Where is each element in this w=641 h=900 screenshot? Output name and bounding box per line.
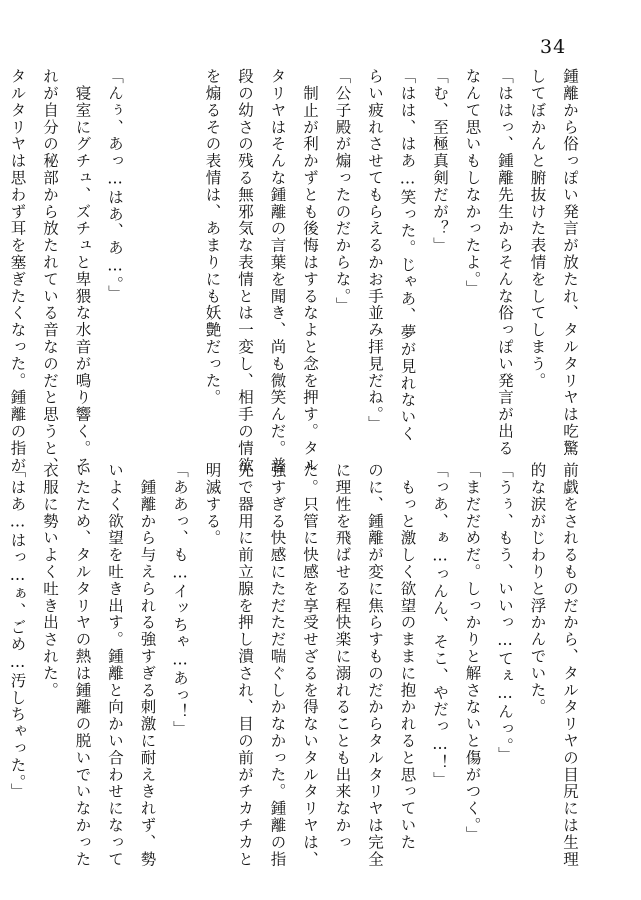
page-number: 34 xyxy=(540,36,567,58)
blank-line xyxy=(131,68,164,438)
text-line: 「公子殿が煽ったのだからな。」 xyxy=(333,68,352,314)
text-line: 「ああっ、も…イッちゃ…あっ！」 xyxy=(171,462,189,738)
text-line: れが自分の秘部から放たれている音なのだと思うと、 xyxy=(41,68,59,474)
text-line: 鍾離から俗っぽい発言が放たれ、タルタリヤは吃驚 xyxy=(561,68,579,457)
blank-line xyxy=(164,68,197,438)
text-line: に理性を飛ばせる程快楽に溺れることも出来なかっ xyxy=(333,462,352,851)
text-line: 的な涙がじわりと浮かんでいた。 xyxy=(528,462,547,716)
text-line: 「っあ、ぁ…っんん、そこ、やだっ…！」 xyxy=(431,462,449,789)
text-line: タルタリヤは思わず耳を塞ぎたくなった。鍾離の指が xyxy=(8,68,27,474)
text-line: 強すぎる快感にただただ喘ぐしかなかった。鍾離の指 xyxy=(268,462,287,868)
text-line xyxy=(0,68,1,438)
text-line: らい疲れさせてもらえるかお手並み拝見だね。」 xyxy=(366,68,384,433)
text-line: いよく欲望を吐き出す。鍾離と向かい合わせになって xyxy=(106,462,124,868)
text-line: 制止が利かずとも後悔はするなよと念を押す。タル xyxy=(301,68,319,474)
text-line: 衣服に勢いよく吐き出された。 xyxy=(41,462,59,699)
text-line: タリヤはそんな鍾離の言葉を聞き、尚も微笑んだ。普 xyxy=(268,68,287,474)
text-line: 鍾離から与えられる強すぎる刺激に耐えきれず、勢 xyxy=(138,462,157,868)
text-line: 先で器用に前立腺を押し潰され、目の前がチカチカと xyxy=(236,462,254,868)
text-line: 「まだだめだ。しっかりと解さないと傷がつく。」 xyxy=(463,462,482,843)
text-line: なんて思いもしなかったよ。」 xyxy=(463,68,482,297)
text-block-top xyxy=(8,68,586,474)
text-line: 明滅する。 xyxy=(203,462,222,547)
text-line: 寝室にグチュ、ズチュと卑猥な水音が鳴り響く。そ xyxy=(73,68,92,474)
text-line: 「はは、はあ…笑った。じゃあ、夢が見れないく xyxy=(398,68,417,443)
text-line: もっと激しく欲望のままに抱かれると思っていた xyxy=(398,462,417,851)
text-line: してぼかんと腑抜けた表情をしてしまう。 xyxy=(528,68,547,390)
text-line: を煽るその表情は、あまりにも妖艶だった。 xyxy=(203,68,222,406)
text-line: 段の幼さの残る無邪気な表情とは一変し、相手の情欲 xyxy=(236,68,254,474)
text-block-bottom xyxy=(8,462,586,868)
text-line: 前戯をされるものだから、タルタリヤの目尻には生理 xyxy=(561,462,579,868)
text-line: 「んぅ、あっ…はあ、あ…。」 xyxy=(106,68,124,302)
text-line: 「む、至極真剣だが？」 xyxy=(431,68,449,254)
text-line: 「ははっ、鍾離先生からそんな俗っぽい発言が出る xyxy=(496,68,514,457)
text-line: いたため、タルタリヤの熱は鍾離の脱いでいなかった xyxy=(73,462,92,868)
text-line: た。只管に快感を享受せざるを得ないタルタリヤは、 xyxy=(301,462,319,868)
text-line: のに、鍾離が変に焦らすものだからタルタリヤは完全 xyxy=(366,462,384,868)
text-line: 「はあ…はっ…ぁ、ごめ…汚しちゃった。」 xyxy=(8,462,27,800)
text-line: 「うぅ、もう、いいっ…てぇ…んっ。」 xyxy=(496,462,514,764)
